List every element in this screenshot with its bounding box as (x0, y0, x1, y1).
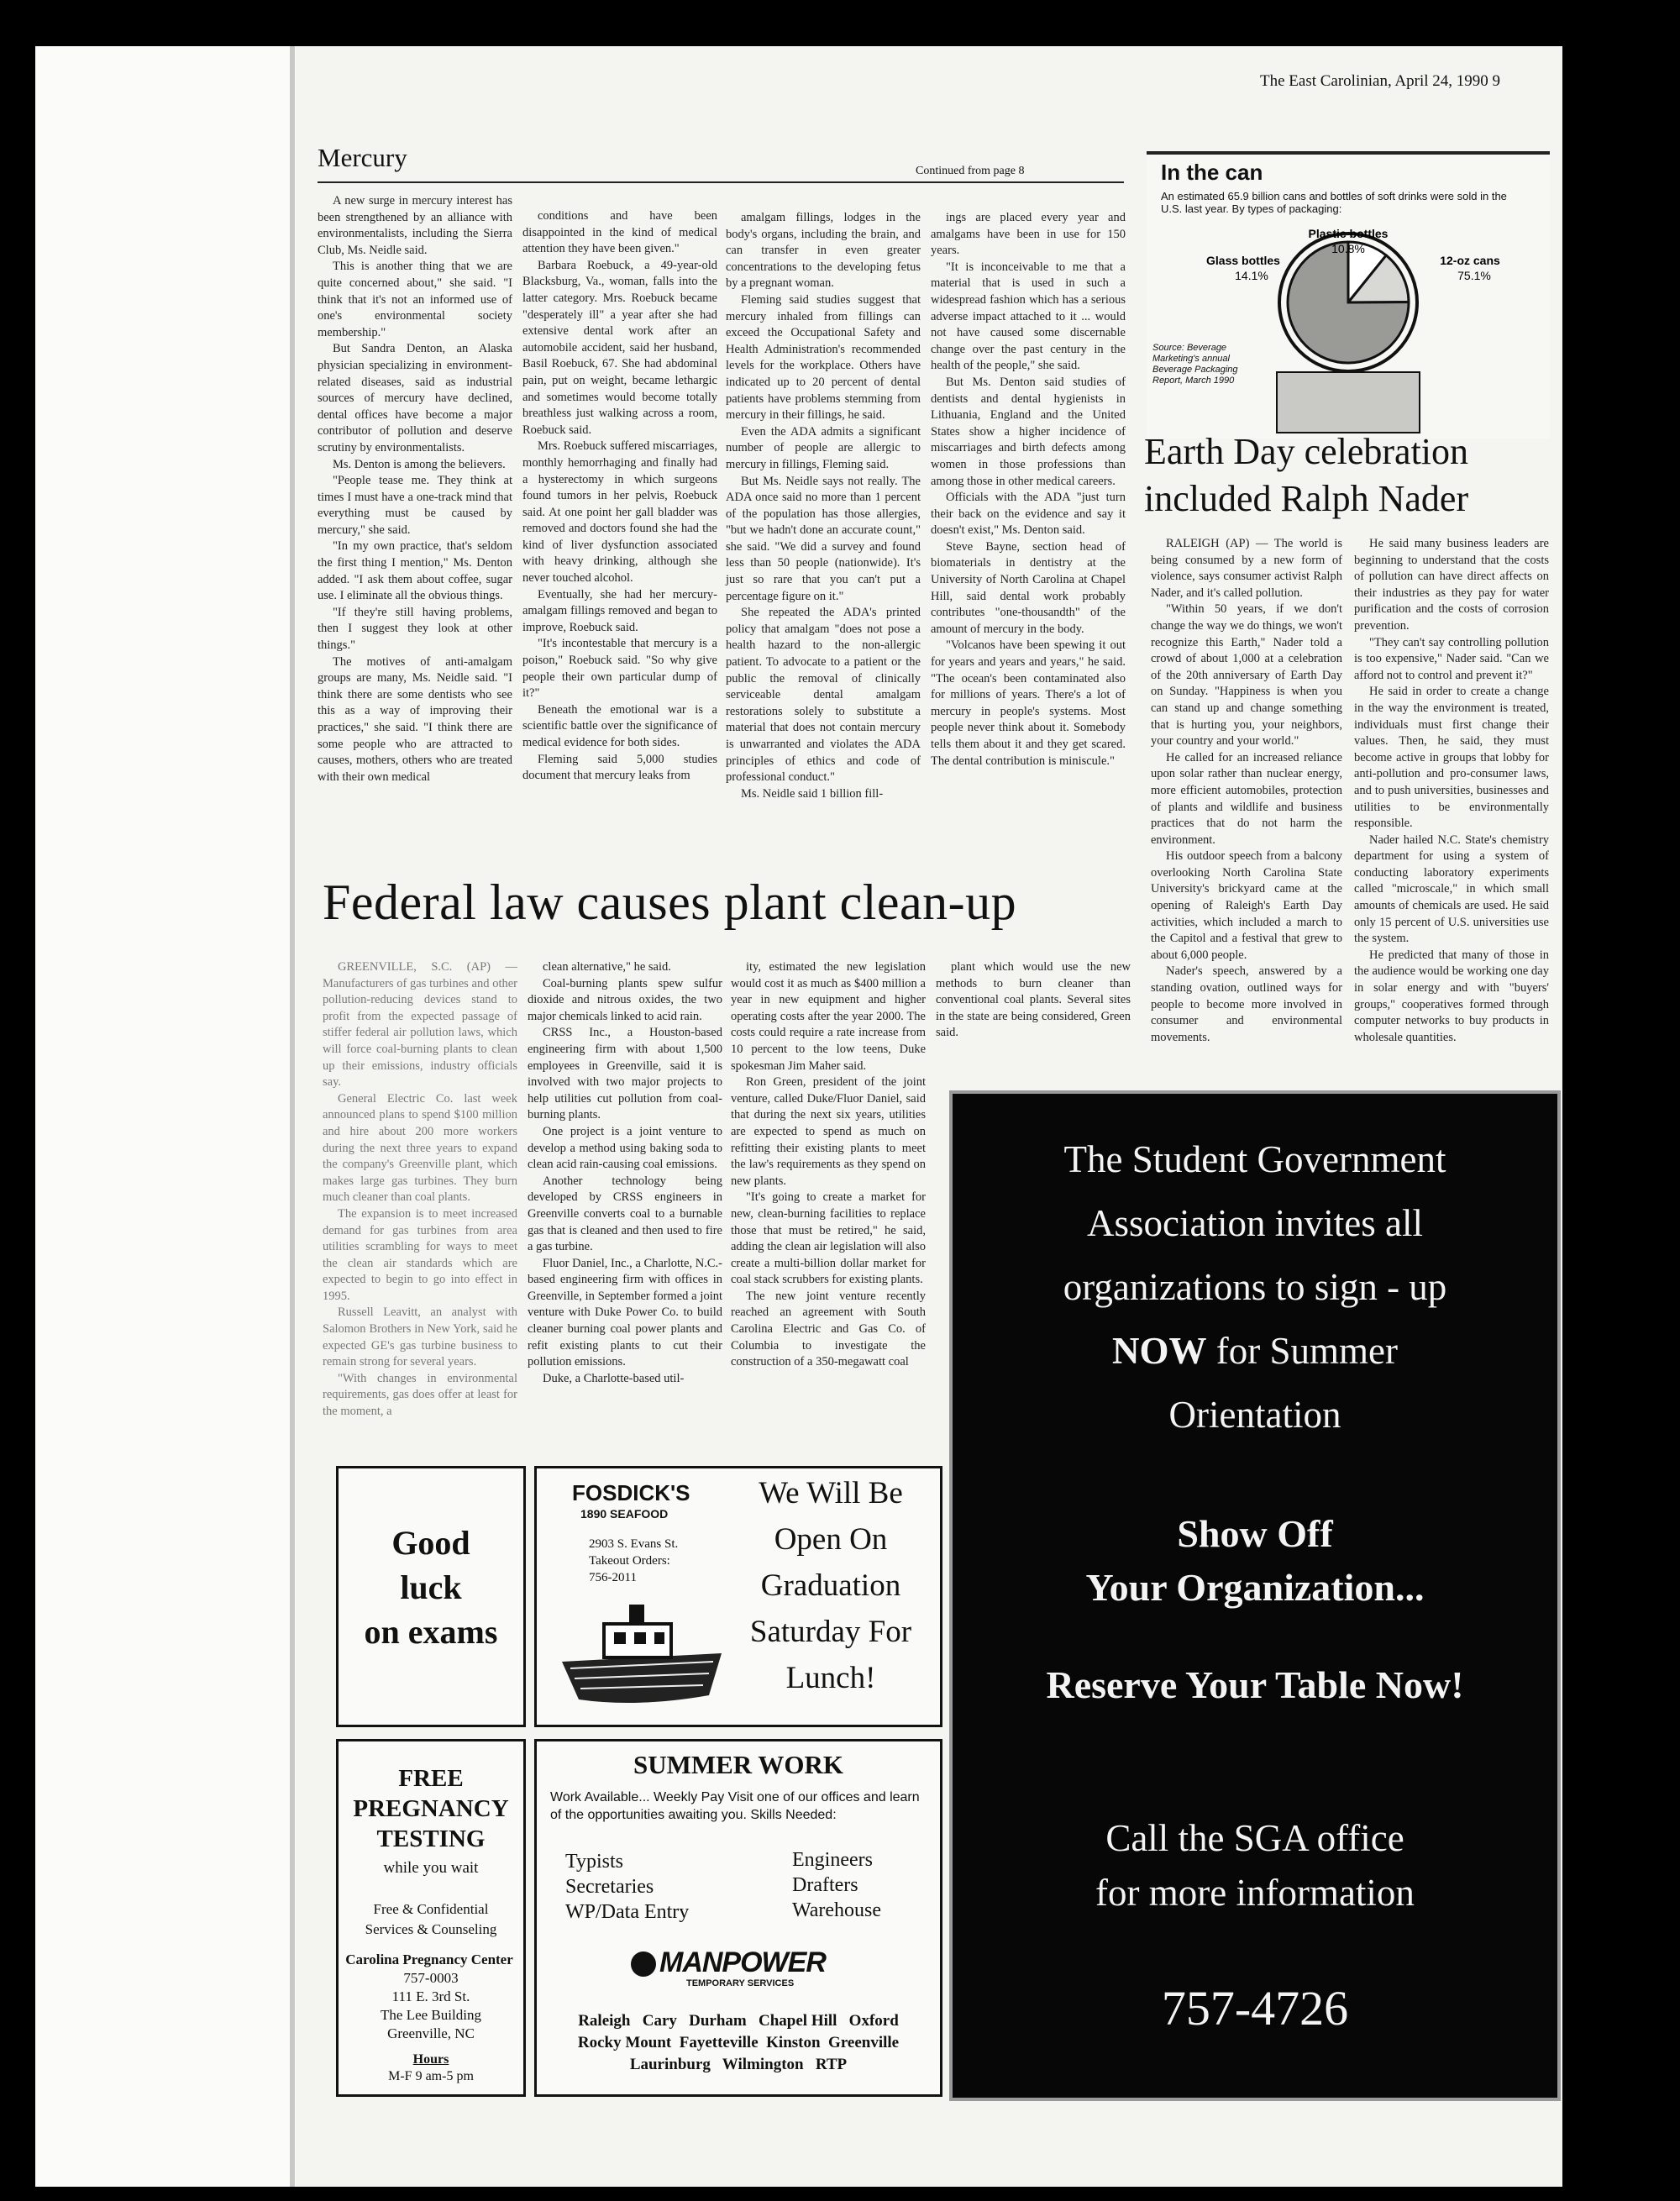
fosdicks-address: 2903 S. Evans St. (589, 1537, 679, 1551)
good-luck-line-2: luck (400, 1568, 462, 1606)
fosdicks-message-3: Graduation (760, 1568, 901, 1603)
manpower-brand: MANPOWER (659, 1946, 826, 1978)
paragraph: "It's going to create a market for new, clean-burning facilities to replace those that must be retired," he said, adding the clean air legislation will also create a multi-billion dollar market for coal stack scrubbers for existing plants. (731, 1190, 926, 1287)
page-fold (290, 46, 295, 2187)
good-luck-line-1: Good (391, 1524, 470, 1562)
paragraph: "Within 50 years, if we don't change the way we do things, we won't recognize this Earth," Nader told a crowd of about 1,000 at a celebration of the 20th anniversary of Earth Day on Sunday. "Happiness is when you can stand up and change something that is hurting you, your neighbors, your country and your world." (1151, 602, 1342, 749)
data-label-2: 75.1% (1457, 269, 1491, 282)
paragraph: Fluor Daniel, Inc., a Charlotte, N.C.-based engineering firm with offices in Greenville, in September formed a joint venture with Duke Power Co. to build cleaner burning coal power plants and refit existing plants to cut their pollution emissions. (528, 1256, 722, 1369)
paragraph: ings are placed every year and amalgams have been in use for 150 years. (931, 211, 1126, 258)
paragraph: Ms. Denton is among the believers. (333, 457, 506, 471)
section-title: Mercury (318, 143, 407, 172)
earth-day-column-2 (1354, 536, 1549, 1082)
data-label-0: 10.8% (1331, 242, 1365, 255)
pregnancy-ad (336, 1739, 526, 2097)
paragraph: Officials with the ADA "just turn their back on the evidence and say it doesn't exist," Ms. Denton said. (931, 491, 1126, 538)
paragraph: ity, estimated the new legislation would cost it as much as $400 million a year in new equipment and higher operating costs after the year 2000. The costs could require a rate increase from 10 percent to the low teens, Duke spokesman Jim Maher said. (731, 960, 926, 1073)
legend-label-0: Plastic bottles (1308, 227, 1389, 240)
section-rule (318, 181, 1124, 183)
federal-column-1 (323, 959, 517, 1419)
paragraph: "It's incontestable that mercury is a poison," Roebuck said. "So why give people their own particular dump of it?" (522, 637, 717, 701)
federal-column-3 (731, 959, 926, 1400)
pie-chart (1151, 214, 1546, 437)
paragraph: GREENVILLE, S.C. (AP) — Manufacturers of gas turbines and other pollution-reducing devices stand to profit from the expected passage of stiffer federal air pollution laws, which will force coal-burning plants to clean up their emissions, industry officials say. (323, 960, 517, 1090)
chart-title: In the can (1161, 160, 1263, 185)
manpower-logo-icon (631, 1951, 656, 1977)
paragraph: The expansion is to meet increased demand for gas turbines from area utilities scrambling for ways to meet the clean air standards which are expected to begin to go into effect in 1995. (323, 1206, 517, 1303)
pregnancy-center: Carolina Pregnancy Center (345, 1951, 513, 1967)
pregnancy-line-4: while you wait (383, 1859, 479, 1877)
fosdicks-message-1: We Will Be (759, 1476, 903, 1510)
paragraph: RALEIGH (AP) — The world is being consumed by a new form of violence, says consumer activist Ralph Nader, and it's called pollution. (1151, 537, 1342, 600)
sga-line-3: organizations to sign - up (1063, 1266, 1447, 1308)
pregnancy-line-6: Services & Counseling (365, 1921, 497, 1937)
skill-right-2: Drafters (792, 1874, 858, 1896)
sga-line-4 (953, 1329, 1557, 1373)
paragraph: He said many business leaders are beginning to understand that the costs of pollution can have direct affects on their industries as they pay for water purification and the costs of corrosion prevention. (1354, 537, 1549, 633)
pregnancy-line-1: FREE (398, 1765, 464, 1792)
data-label-1: 14.1% (1235, 269, 1268, 282)
sga-phone: 757-4726 (1161, 1981, 1349, 2036)
paragraph: The motives of anti-amalgam groups are many, Ms. Neidle said. "I think there are some dentists who see this as a way of improving their practices," she said. "I think there are some people who are attracted to causes, mothers, others who are treated with their own medical (318, 654, 512, 784)
pregnancy-addr-2: The Lee Building (381, 2007, 481, 2023)
paragraph: Mrs. Roebuck suffered miscarriages, monthly hemorrhaging and finally had a hysterectomy in which surgeons found tumors in her pelvis, Roebuck said. At one point her gall bladder was removed and doctors found she had the kind of liver dysfunction associated with heavy drinking, although she never touched alcohol. (522, 439, 717, 586)
summer-work-ad (534, 1739, 942, 2097)
paragraph: The new joint venture recently reached an agreement with South Carolina Electric and Gas Co. of Columbia to investigate the construction of a 350-megawatt coal (731, 1289, 926, 1369)
paragraph: "People tease me. They think at times I must have a one-track mind that everything must be caused by mercury," she said. (318, 474, 512, 537)
pregnancy-line-5: Free & Confidential (373, 1901, 489, 1917)
paragraph: "Volcanos have been spewing it out for years and years and years," he said. "The ocean's been contaminated also for millions of years. There's a lot of mercury in people's systems. Most people never think about it. Somebody tells them about it and they get scared. The dental contribution is miniscule." (931, 638, 1126, 768)
pregnancy-hours-label: Hours (412, 2052, 449, 2067)
paragraph: Another technology being developed by CRSS engineers in Greenville converts coal to a burnable gas that is cleaned and then used to fire a gas turbine. (528, 1174, 722, 1254)
sga-ad (949, 1090, 1561, 2101)
paragraph: This is another thing that we are quite concerned about," she said. "I think that it's not an informed use of one's environmental society membership." (318, 260, 512, 339)
paragraph: Even the ADA admits a significant number of people are allergic to mercury in fillings, Fleming said. (726, 424, 921, 471)
paragraph: General Electric Co. last week announced plans to spend $100 million and hire about 200 more workers during the next three years to expand the company's Greenville plant, which makes large gas turbines. They burn much cleaner than coal plants. (323, 1091, 517, 1205)
earth-day-headline-1: Earth Day celebration (1144, 431, 1469, 472)
fosdicks-ad (534, 1466, 942, 1727)
sga-line-8: Reserve Your Table Now! (1046, 1663, 1464, 1706)
fosdicks-phone: 756-2011 (589, 1571, 637, 1584)
sga-line-6: Show Off (1177, 1512, 1333, 1555)
summer-work-title: SUMMER WORK (633, 1750, 843, 1779)
pregnancy-hours: M-F 9 am-5 pm (388, 2069, 474, 2083)
paragraph: Coal-burning plants spew sulfur dioxide and nitrous oxides, the two major chemicals linked to acid rain. (528, 976, 722, 1023)
can-body (1277, 372, 1420, 433)
paragraph: He said in order to create a change in the way the environment is treated, individuals must first change their values. Then, he said, they must become active in groups that lobby for anti-pollution and pro-consumer laws, and to push universities, businesses and utilities to be environmentally responsible. (1354, 685, 1549, 831)
continued-note: Continued from page 8 (916, 165, 1025, 177)
cities-line-3: Laurinburg Wilmington RTP (629, 2056, 848, 2073)
paragraph: She repeated the ADA's printed policy that amalgam "does not pose a health hazard to the non-allergic patient. To advocate to a patient or the public the removal of clinically serviceable dental amalgam restorations solely to substitute a material that does not contain mercury is unwarranted and violates the ADA principles of ethics and code of professional conduct." (726, 606, 921, 785)
paragraph: Steve Bayne, section head of biomaterials in dentistry at the University of North Carolina at Chapel Hill, said dental work probably contributes "one-thousandth" of the amount of mercury in the body. (931, 539, 1126, 636)
paragraph: Eventually, she had her mercury-amalgam fillings removed and began to improve, Roebuck said. (522, 587, 717, 634)
skill-left-1: Typists (565, 1851, 623, 1873)
chart-top-rule (1147, 151, 1550, 155)
cities-line-2: Rocky Mount Fayetteville Kinston Greenville (577, 2034, 900, 2051)
paragraph: Russell Leavitt, an analyst with Salomon Brothers in New York, said he expected GE's gas turbine business to remain strong for several years. (323, 1305, 517, 1369)
legend-label-2: 12-oz cans (1440, 254, 1500, 267)
legend-label-1: Glass bottles (1206, 254, 1280, 267)
paragraph: Duke, a Charlotte-based util- (543, 1371, 685, 1385)
paragraph: CRSS Inc., a Houston-based engineering firm with about 1,500 employees in Greenville, said it is involved with two major projects to help utilities cut pollution from coal-burning plants. (528, 1026, 722, 1122)
paragraph: One project is a joint venture to develop a method using baking soda to clean acid rain-causing coal emissions. (528, 1124, 722, 1172)
sga-line-7: Your Organization... (1085, 1566, 1425, 1609)
mercury-column-2 (522, 208, 717, 847)
fosdicks-message-2: Open On (774, 1522, 888, 1557)
paragraph: Fleming said 5,000 studies document that mercury leaks from (522, 752, 717, 783)
paragraph: He called for an increased reliance upon solar rather than nuclear energy, more efficient automobiles, protection of plants and wildlife and business practices that do not harm the environment. (1151, 750, 1342, 847)
federal-column-2 (528, 959, 722, 1400)
paragraph: But Ms. Denton said studies of dentists and dental hygienists in Lithuania, England and the United States show a higher incidence of miscarriages and birth defects among women in those professions than among those in other medical careers. (931, 375, 1126, 488)
paragraph: "If they're still having problems, then I suggest they look at other things." (318, 605, 512, 653)
chart-source: Source: Beverage Marketing's annual Beverage Packaging Report, March 1990 (1152, 343, 1238, 386)
pregnancy-addr-1: 111 E. 3rd St. (391, 1988, 470, 2004)
paragraph: conditions and have been disappointed in the kind of medical attention they have been given." (522, 209, 717, 256)
earth-day-column-1 (1151, 536, 1342, 1082)
mercury-column-3 (726, 210, 921, 847)
pregnancy-addr-3: Greenville, NC (387, 2025, 475, 2041)
sga-line-1: The Student Government (1063, 1138, 1446, 1180)
paragraph: Barbara Roebuck, a 49-year-old Blacksburg, Va., woman, falls into the latter category. Mrs. Roebuck became "desperately ill" a year after she had extensive dental work after an automobile accident, said her husband, Basil Roebuck, 67. She had abdominal pain, put on weight, became lethargic and sometimes would become totally breathless just walking across a room, Roebuck said. (522, 258, 717, 437)
fosdicks-takeout: Takeout Orders: (589, 1554, 670, 1568)
cities-line-1: Raleigh Cary Durham Chapel Hill Oxford (578, 2012, 899, 2030)
paragraph: Ron Green, president of the joint venture, called Duke/Fluor Daniel, said that during the next six years, utilities are expected to spend as much on refitting their existing plants to meet the law's requirements as they spend on new plants. (731, 1075, 926, 1188)
paragraph: "It is inconceivable to me that a material that is used in such a widespread fashion which has a serious adverse impact attached to it ... would not have caused some discernable change over the past century in the health of the people," she said. (931, 260, 1126, 373)
fosdicks-message-5: Lunch! (785, 1661, 876, 1695)
sga-line-2: Association invites all (1087, 1202, 1423, 1244)
sga-line-5: Orientation (1168, 1394, 1341, 1436)
sga-line-4-rest: for Summer (1206, 1330, 1398, 1372)
paragraph: "With changes in environmental requirements, gas does offer at least for the moment, a (323, 1371, 517, 1419)
paragraph: But Ms. Neidle says not really. The ADA once said no more than 1 percent of the population has those allergies, "but we hadn't done an accurate count," she said. "We did a survey and found less than 50 people (nationwide). It's just so rare that you can't put a percentage figure on it." (726, 474, 921, 603)
federal-column-4 (936, 959, 1131, 1077)
paragraph: "They can't say controlling pollution is too expensive," Nader said. "Can we afford not to control and prevent it?" (1354, 635, 1549, 682)
manpower-sub: TEMPORARY SERVICES (686, 1978, 795, 1988)
paragraph: "In my own practice, that's seldom the first thing I mention," Ms. Denton added. "I ask them about coffee, sugar use. I eliminate all the obvious things. (318, 539, 512, 603)
paragraph: amalgam fillings, lodges in the body's organs, including the brain, and can transfer in even greater concentrations to the developing fetus by a pregnant woman. (726, 211, 921, 291)
pregnancy-line-3: TESTING (376, 1825, 486, 1852)
skill-right-1: Engineers (792, 1849, 873, 1871)
sga-now: NOW (1112, 1330, 1207, 1372)
earth-day-headline-2: included Ralph Nader (1144, 478, 1469, 519)
paragraph: Nader's speech, answered by a standing ovation, outlined ways for people to become more involved in consumer and environmental movements. (1151, 964, 1342, 1044)
paragraph: He predicted that many of those in the audience would be working one day in solar energy and with "buyers' groups," cooperatives formed through computer networks to buy products in wholesale quantities. (1354, 948, 1549, 1044)
fosdicks-sub: 1890 SEAFOOD (580, 1507, 669, 1521)
paragraph: But Sandra Denton, an Alaska physician specializing in environment-related diseases, said as industrial sources of mercury have declined, dental offices have become a major contributor of pollution and deserve scrutiny by environmentalists. (318, 342, 512, 454)
paragraph: plant which would use the new methods to burn cleaner than conventional coal plants. Several sites in the state are being considered, Green said. (936, 960, 1131, 1040)
sga-line-10: for more information (1095, 1872, 1415, 1914)
paragraph: His outdoor speech from a balcony overlooking North Carolina State University's brickyard came at the opening of Raleigh's Earth Day activities, which included a march to the Capitol and a festival that grew to about 6,000 people. (1151, 849, 1342, 962)
mercury-column-1 (318, 193, 512, 844)
good-luck-ad (336, 1466, 526, 1727)
pregnancy-line-2: PREGNANCY (353, 1795, 509, 1822)
good-luck-line-3: on exams (364, 1613, 498, 1651)
pregnancy-phone: 757-0003 (403, 1970, 459, 1986)
paragraph: Nader hailed N.C. State's chemistry department for using a system of conducting laboratory experiments called "microscale," in which small amounts of chemicals are used. He said only 15 percent of U.S. universities use the system. (1354, 833, 1549, 946)
paragraph: Ms. Neidle said 1 billion fill- (741, 786, 884, 801)
skill-left-3: WP/Data Entry (565, 1901, 690, 1923)
paragraph: Beneath the emotional war is a scientific battle over the significance of medical evidence for both sides. (522, 702, 717, 749)
skill-right-3: Warehouse (792, 1899, 882, 1921)
summer-work-intro: Work Available... Weekly Pay Visit one of our offices and learn of the opportunities awaiting you. Skills Needed: (550, 1790, 920, 1822)
mercury-column-4 (931, 210, 1126, 847)
chart-subtitle: An estimated 65.9 billion cans and bottles of soft drinks were sold in the U.S. last year. By types of packaging: (1161, 190, 1507, 215)
federal-headline: Federal law causes plant clean-up (323, 875, 1017, 930)
sga-line-9: Call the SGA office (1105, 1817, 1404, 1859)
skill-left-2: Secretaries (565, 1876, 654, 1898)
fosdicks-message-4: Saturday For (749, 1615, 912, 1649)
paragraph: clean alternative," he said. (543, 960, 671, 974)
boat-illustration (554, 1594, 730, 1712)
paragraph: A new surge in mercury interest has been strengthened by an alliance with environmentalists, including the Sierra Club, Ms. Neidle said. (318, 194, 512, 257)
masthead: The East Carolinian, April 24, 1990 9 (1260, 72, 1501, 90)
fosdicks-name: FOSDICK'S (572, 1480, 690, 1505)
paragraph: Fleming said studies suggest that mercury inhaled from fillings can exceed the Occupational Safety and Health Administration's recommended levels for the workplace. Others have indicated up to 20 percent of dental patients have problems stemming from mercury in their fillings, he said. (726, 292, 921, 423)
